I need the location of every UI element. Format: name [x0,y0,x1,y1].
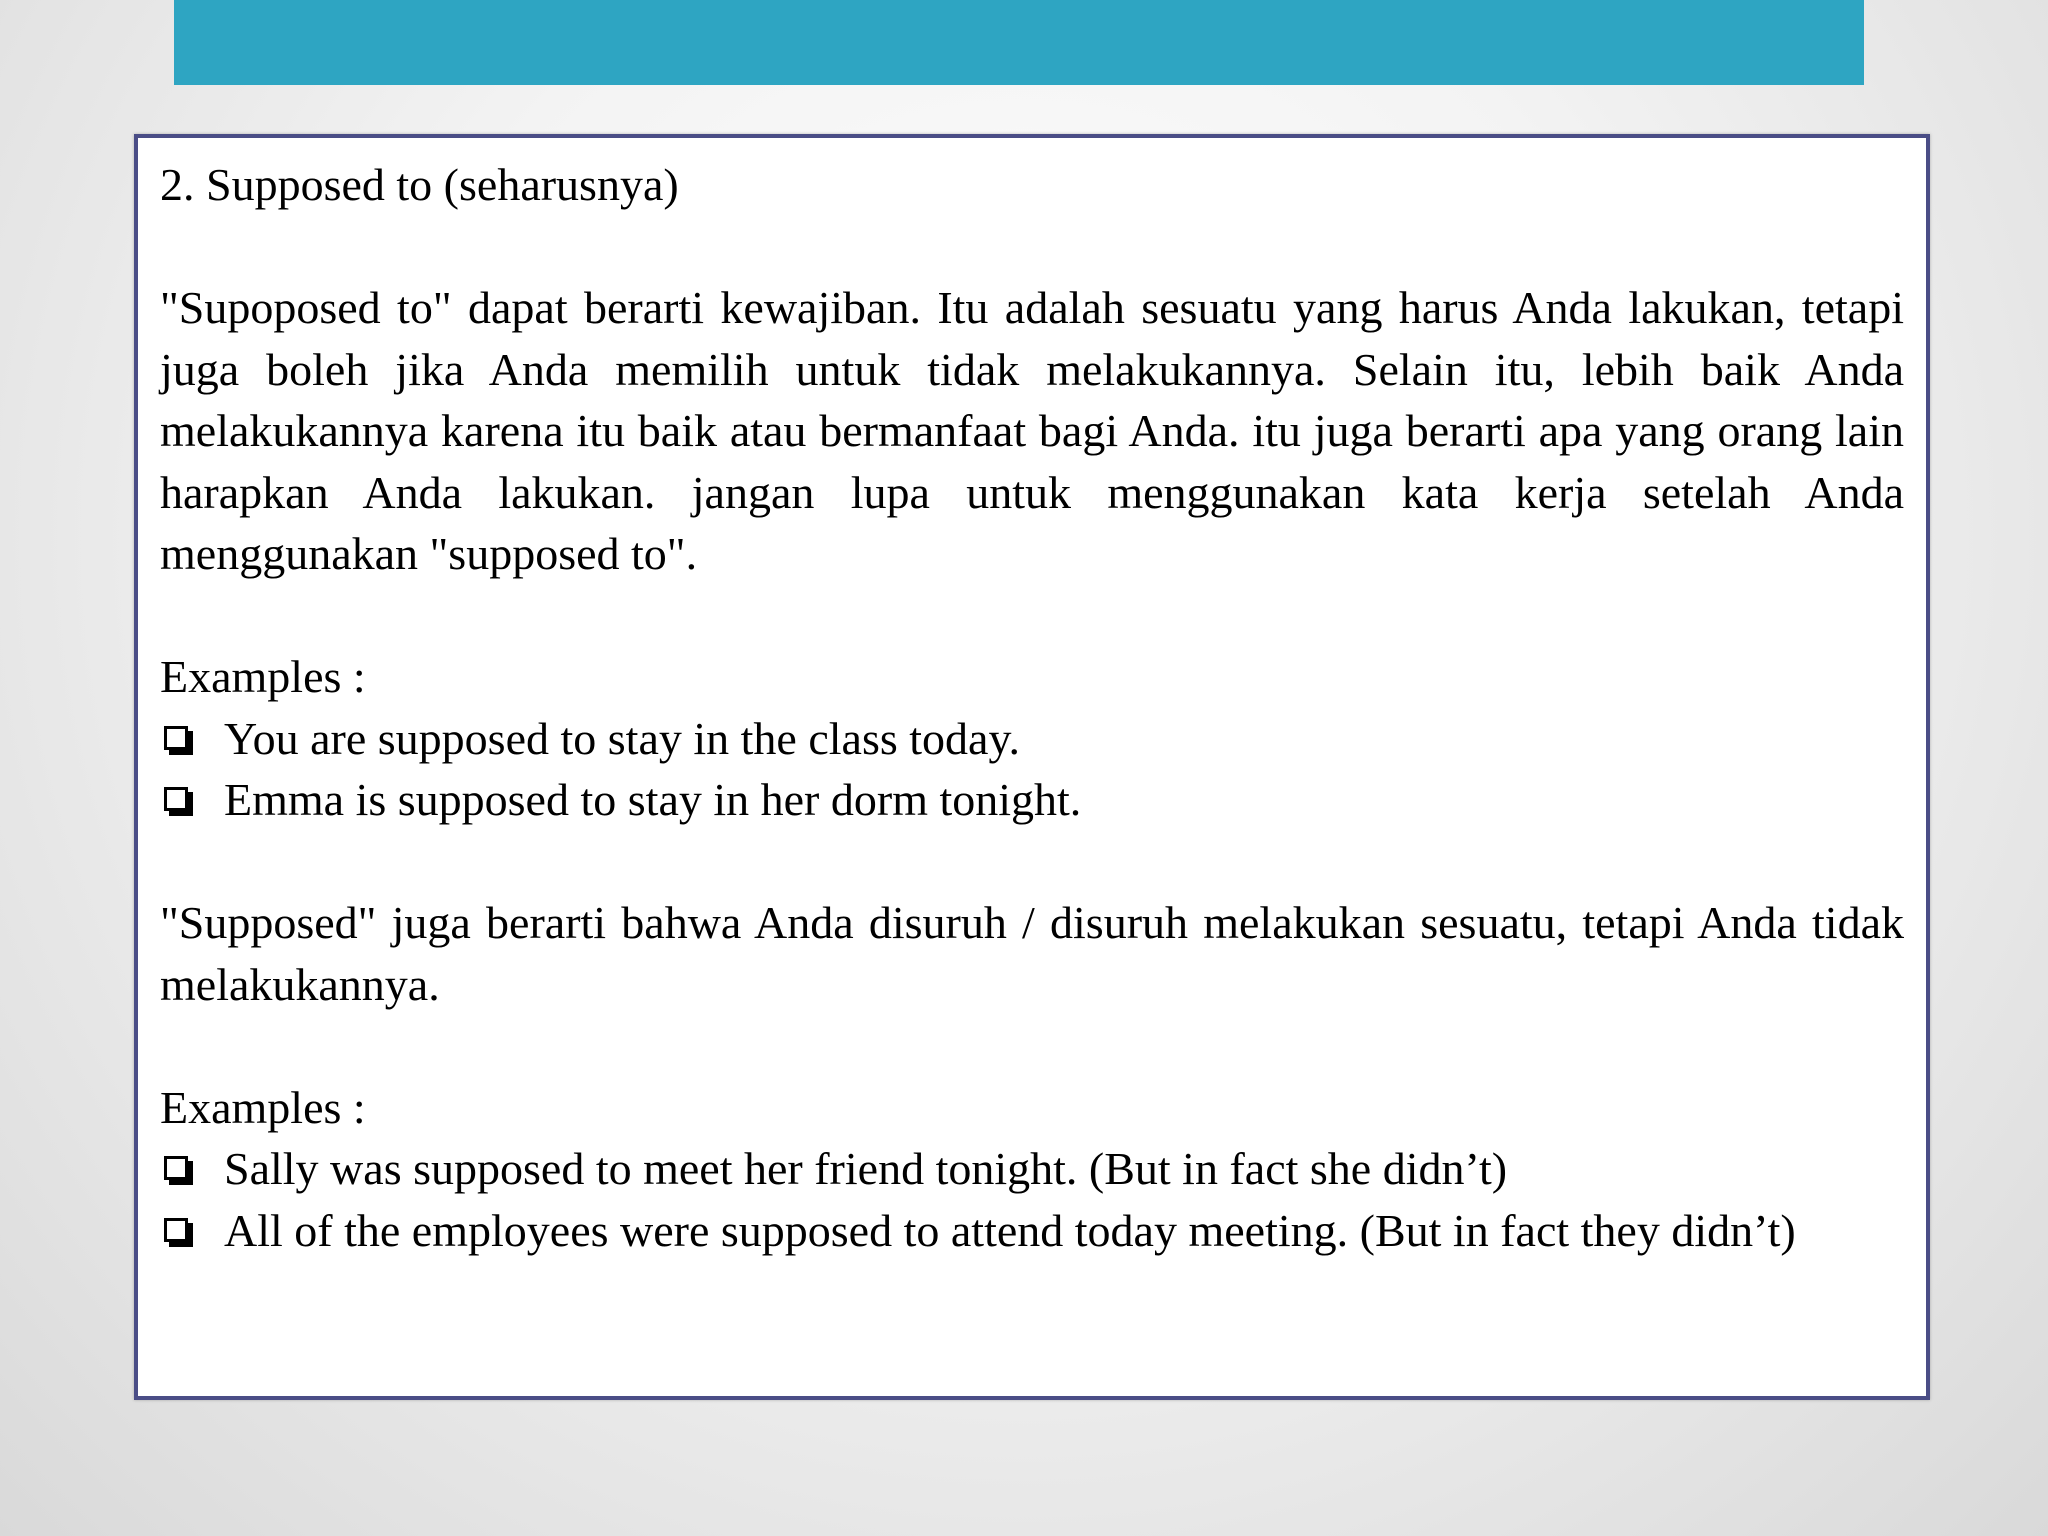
checkbox-icon [164,1218,188,1242]
list-item [160,769,1904,831]
list-item [160,1200,1904,1262]
example-text: All of the employees were supposed to attend today meeting. (But in fact they didn’t) [224,1204,1796,1256]
examples-label: Examples : [160,1081,366,1133]
content-box [134,134,1930,1400]
spacer [160,831,1904,893]
checkbox-icon [164,726,188,750]
checkbox-icon [164,1156,188,1180]
example-text: Emma is supposed to stay in her dorm tonight. [224,774,1082,825]
paragraph-obligation: "Supoposed to" dapat berarti kewajiban. Itu adalah sesuatu yang harus Anda lakukan, tetapi juga boleh jika Anda memilih untuk tidak melakukannya. Selain itu, lebih baik Anda melakukannya karena itu baik atau bermanfaat bagi Anda. itu juga berarti apa yang orang lain harapkan Anda lakukan. jangan lupa untuk menggunakan kata kerja setelah Anda menggunakan "supposed to". [160,282,1904,579]
paragraph-told-to: "Supposed" juga berarti bahwa Anda disuruh / disuruh melakukan sesuatu, tetapi Anda tidak melakukannya. [160,897,1904,1010]
example-text: Sally was supposed to meet her friend tonight. (But in fact she didn’t) [224,1143,1508,1194]
examples-list-1 [160,708,1904,831]
section-heading: 2. Supposed to (seharusnya) [160,159,679,210]
example-text: You are supposed to stay in the class today. [224,712,1020,764]
examples-label: Examples : [160,651,366,702]
spacer [160,1015,1904,1077]
checkbox-icon [164,787,188,811]
list-item [160,1138,1904,1200]
header-bar [174,0,1864,85]
spacer [160,585,1904,647]
spacer [160,216,1904,278]
list-item [160,708,1904,770]
examples-list-2 [160,1138,1904,1261]
